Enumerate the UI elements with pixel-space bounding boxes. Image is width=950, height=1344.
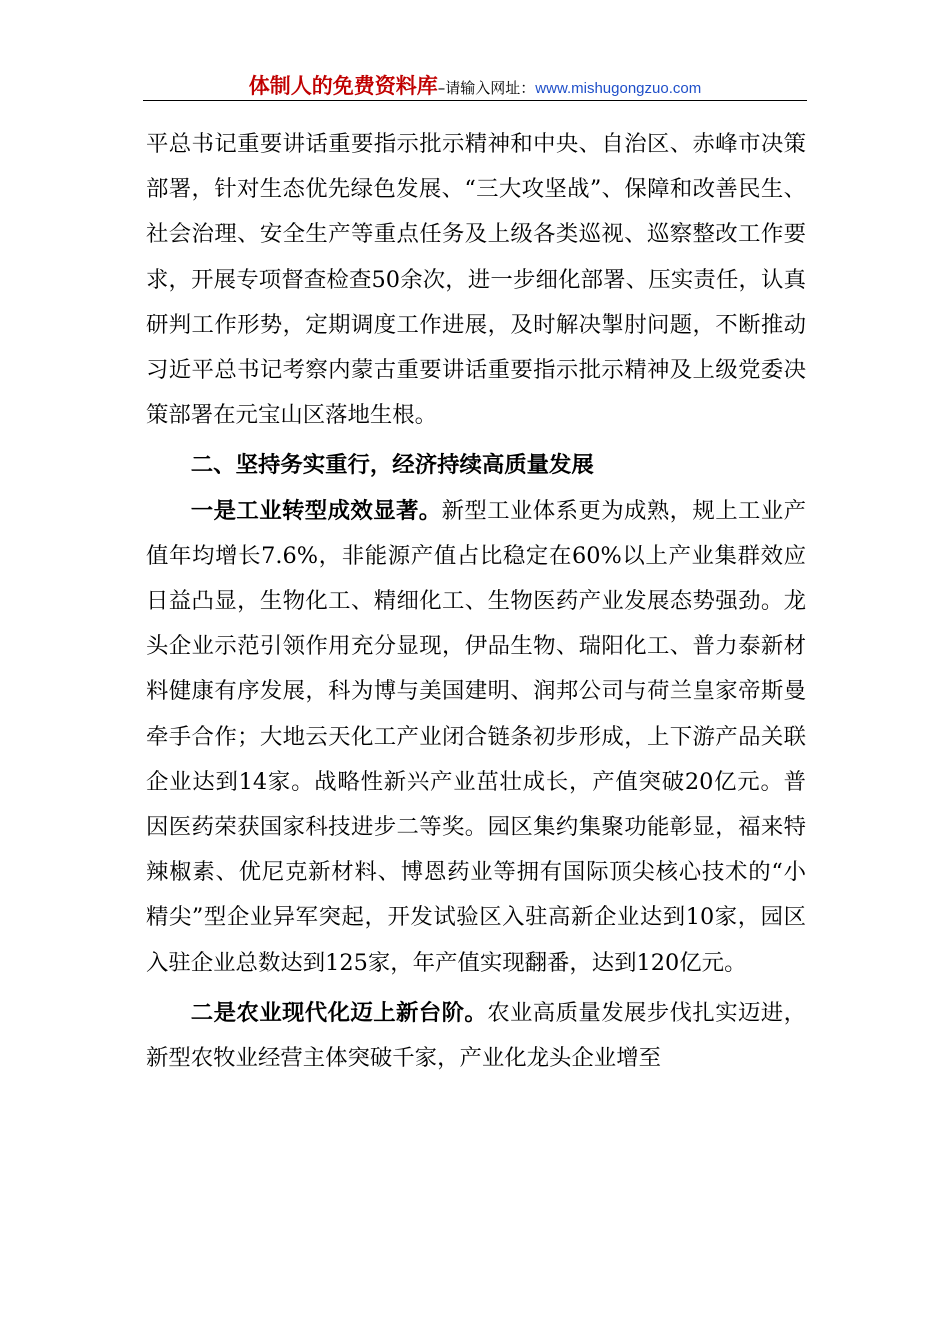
paragraph-industry	[146, 489, 806, 986]
paragraph-agriculture-lead: 二是农业现代化迈上新台阶。	[190, 999, 488, 1026]
paragraph-industry-lead: 一是工业转型成效显著。	[190, 497, 442, 524]
section-heading-2: 二、坚持务实重行，经济持续高质量发展	[190, 452, 594, 479]
header-brand: 体制人的免费资料库	[248, 74, 438, 98]
document-body	[146, 122, 806, 1081]
paragraph-continuation: 平总书记重要讲话重要指示批示精神和中央、自治区、赤峰市决策部署，针对生态优先绿色发展、“三大攻坚战”、保障和改善民生、社会治理、安全生产等重点任务及上级各类巡视、巡察整改工作要求，开展专项督查检查50余次，进一步细化部署、压实责任，认真研判工作形势，定期调度工作进展，及时解决掣肘问题，不断推动习近平总书记考察内蒙古重要讲话重要指示批示精神及上级党委决策部署在元宝山区落地生根。	[146, 131, 806, 429]
header-divider	[143, 100, 807, 101]
header-prompt: –请输入网址：	[437, 79, 536, 97]
paragraph-industry-body: 新型工业体系更为成熟，规上工业产值年均增长7.6%，非能源产值占比稳定在60%以上产业集群效应日益凸显，生物化工、精细化工、生物医药产业发展态势强劲。龙头企业示范引领作用充分显现，伊品生物、瑞阳化工、普力泰新材料健康有序发展，科为博与美国建明、润邦公司与荷兰皇家帝斯曼牵手合作；大地云天化工产业闭合链条初步形成，上下游产品关联企业达到14家。战略性新兴产业茁壮成长，产值突破20亿元。普因医药荣获国家科技进步二等奖。园区集约集聚功能彰显，福来特辣椒素、优尼克新材料、博恩药业等拥有国际顶尖核心技术的“小精尖”型企业异军突起，开发试验区入驻高新企业达到10家，园区入驻企业总数达到125家，年产值实现翻番，达到120亿元。	[146, 497, 807, 976]
paragraph-agriculture	[146, 991, 806, 1081]
page-header	[143, 70, 807, 100]
header-url-link[interactable]: www.mishugongzuo.com	[535, 80, 702, 97]
paragraph-agriculture-body: 农业高质量发展步伐扎实迈进，新型农牧业经营主体突破千家，产业化龙头企业增至	[146, 999, 806, 1072]
